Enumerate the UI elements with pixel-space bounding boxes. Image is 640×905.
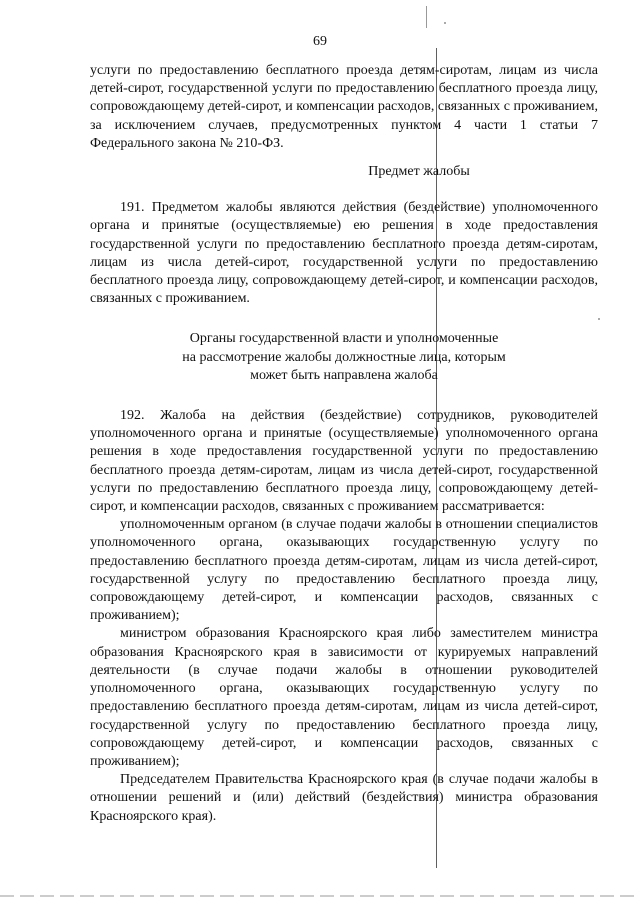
heading-line: может быть направлена жалоба xyxy=(250,367,438,383)
heading-line: на рассмотрение жалобы должностные лица, которым xyxy=(182,349,506,365)
scan-bottom-edge xyxy=(0,895,640,897)
paragraph-192: 192. Жалоба на действия (бездействие) сотрудников, руководителей уполномоченного органа и принятые (осуществляемые) уполномоченного органа решения в ходе предоставления государственной услуги по предоставлению бесплатного проезда детям-сиротам, лицам из числа детей-сирот, государственной услуги по предоставлению бесплатного проезда лицу, сопровождающему детей-сирот, и компенсации расходов, связанных с проживанием рассматривается: xyxy=(90,408,598,515)
list-item-government-chairman: Председателем Правительства Красноярского края (в случае подачи жалобы в отношении решений и (или) действий (бездействия) министра образования Красноярского края). xyxy=(90,772,598,824)
section-heading-complaint-subject: Предмет жалобы xyxy=(368,164,470,180)
page-number: 69 xyxy=(313,34,327,49)
paragraph-continuation: услуги по предоставлению бесплатного проезда детям-сиротам, лицам из числа детей-сирот, государственной услуги по предоставлению бесплатного проезда лицу, сопровождающему детей-сирот, и компенсации расходов, связанных с проживанием, за исключением случаев, предусмотренных пунктом 4 части 1 статьи 7 Федерального закона № 210-ФЗ. xyxy=(90,63,598,151)
scan-speck xyxy=(444,22,446,24)
scan-fold-mark xyxy=(426,6,427,28)
section-heading-authorities xyxy=(90,330,598,385)
paragraph-191: 191. Предметом жалобы являются действия (бездействие) уполномоченного органа и принятые (осуществляемые) ею решения в ходе предоставления государственной услуги по предоставлению бесплатного проезда детям-сиротам, лицам из числа детей-сирот, государственной услуги по предоставлению бесплатного проезда лицу, сопровождающему детей-сирот, и компенсации расходов, связанных с проживанием. xyxy=(90,200,598,307)
list-item-authorized-body: уполномоченным органом (в случае подачи жалобы в отношении специалистов уполномоченного органа, оказывающих государственную услугу по предоставлению бесплатного проезда детям-сиротам, лицам из числа детей-сирот, государственной услугу по предоставлению бесплатного проезда лицу, сопровождающему детей-сирот, и компенсации расходов, связанных с проживанием); xyxy=(90,517,598,624)
scan-speck xyxy=(598,318,600,320)
list-item-minister: министром образования Красноярского края либо заместителем министра образования Красноярского края в зависимости от курируемых направлений деятельности (в случае подачи жалобы в отношении руководителей уполномоченного органа, оказывающих государственную услугу по предоставлению бесплатного проезда детям-сиротам, лицам из числа детей-сирот, государственной услугу по предоставлению бесплатного проезда лицу, сопровождающему детей-сирот, и компенсации расходов, связанных с проживанием); xyxy=(90,626,598,769)
heading-line: Органы государственной власти и уполномоченные xyxy=(189,331,499,347)
document-body xyxy=(90,62,598,826)
